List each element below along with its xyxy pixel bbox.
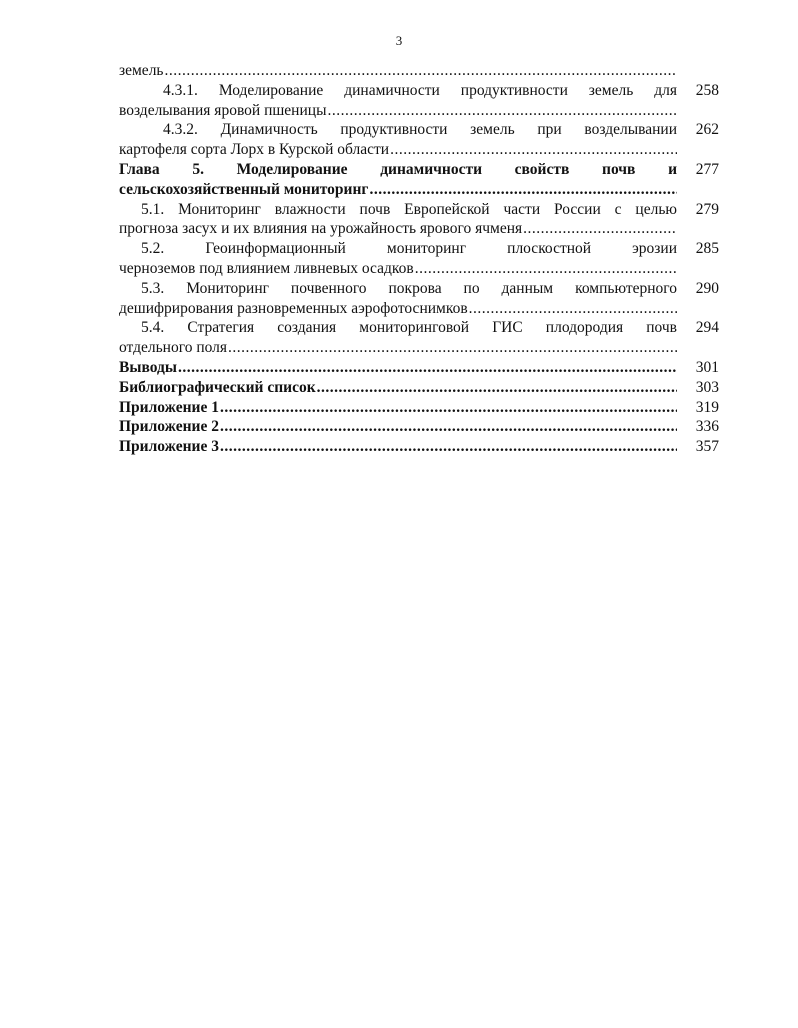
toc-entry (119, 81, 719, 121)
toc-entry-text (119, 160, 677, 200)
toc-entry-title: дешифрирования разновременных аэрофотоснимков (119, 299, 468, 317)
toc-page-number: 285 (695, 240, 719, 258)
toc-entry-text (119, 378, 677, 398)
toc-entry-title: 5.3. Мониторинг почвенного покрова по данным компьютерного (141, 279, 677, 297)
toc-entry-title: Глава 5. Моделирование динамичности свойств почв и (119, 160, 677, 178)
toc-entry-line (119, 61, 677, 81)
toc-entry-line (119, 318, 677, 338)
dot-leader (228, 338, 677, 358)
table-of-contents (119, 61, 719, 457)
toc-page-number: 262 (695, 121, 719, 139)
toc-entry-title: Приложение 2 (119, 418, 219, 436)
toc-entry-title: Выводы (119, 358, 177, 376)
toc-entry-line (119, 279, 677, 299)
dot-leader (178, 358, 677, 378)
toc-page-number: 258 (695, 81, 719, 99)
toc-entry-line (119, 101, 677, 121)
dot-leader (469, 299, 677, 319)
toc-entry (119, 160, 719, 200)
toc-entry-line (119, 378, 677, 398)
toc-page-number: 279 (695, 200, 719, 218)
dot-leader (369, 180, 677, 200)
toc-entry-line (119, 219, 677, 239)
page-number: 3 (395, 33, 403, 48)
toc-entry (119, 398, 719, 418)
toc-entry-title: 4.3.1. Моделирование динамичности продуктивности земель для (163, 81, 677, 99)
toc-entry (119, 200, 719, 240)
dot-leader (220, 437, 677, 457)
toc-entry-line (119, 81, 677, 101)
toc-entry-text (119, 358, 677, 378)
toc-entry-line (119, 200, 677, 220)
toc-entry-text (119, 437, 677, 457)
toc-entry-line (119, 338, 677, 358)
dot-leader (523, 219, 677, 239)
toc-entry (119, 378, 719, 398)
toc-entry-text (119, 200, 677, 240)
toc-entry-line (119, 437, 677, 457)
toc-entry-title: Приложение 3 (119, 438, 219, 456)
toc-entry (119, 279, 719, 319)
toc-entry-title: черноземов под влиянием ливневых осадков (119, 259, 414, 277)
toc-entry-text (119, 61, 677, 81)
toc-entry-line (119, 120, 677, 140)
toc-entry-title: отдельного поля (119, 339, 228, 357)
toc-entry-line (119, 259, 677, 279)
toc-entry-text (119, 120, 677, 160)
toc-entry-text (119, 398, 677, 418)
toc-entry (119, 437, 719, 457)
toc-entry-line (119, 239, 677, 259)
toc-entry (119, 358, 719, 378)
toc-entry-line (119, 140, 677, 160)
toc-entry-title: прогноза засух и их влияния на урожайность ярового ячменя (119, 220, 523, 238)
toc-entry-text (119, 318, 677, 358)
toc-entry-line (119, 417, 677, 437)
toc-entry-title: картофеля сорта Лорх в Курской области (119, 141, 390, 159)
toc-entry-line (119, 358, 677, 378)
toc-entry-text (119, 239, 677, 279)
toc-page-number: 277 (695, 160, 719, 178)
toc-page-number: 303 (695, 378, 719, 396)
toc-page-number: 294 (695, 319, 719, 337)
dot-leader (390, 140, 677, 160)
toc-entry (119, 318, 719, 358)
toc-page-number: 319 (695, 398, 719, 416)
toc-entry-title: земель (119, 62, 164, 79)
toc-entry-text (119, 81, 677, 121)
toc-page-number: 336 (695, 418, 719, 436)
dot-leader (220, 417, 677, 437)
toc-entry-line (119, 180, 677, 200)
toc-entry-title: Приложение 1 (119, 398, 219, 416)
toc-entry-title: Библиографический список (119, 378, 316, 396)
toc-entry-text (119, 417, 677, 437)
toc-entry-line (119, 299, 677, 319)
toc-entry (119, 120, 719, 160)
dot-leader (317, 378, 677, 398)
toc-entry-title: 4.3.2. Динамичность продуктивности земель при возделывании (163, 121, 677, 139)
toc-entry-title: 5.2. Геоинформационный мониторинг плоскостной эрозии (141, 240, 677, 258)
toc-entry-title: 5.4. Стратегия создания мониторинговой ГИС плодородия почв (141, 319, 677, 337)
toc-entry-text (119, 279, 677, 319)
toc-entry-title: возделывания яровой пшеницы (119, 101, 327, 119)
toc-page-number: 301 (695, 358, 719, 376)
toc-entry-line (119, 160, 677, 180)
toc-page-number: 357 (695, 438, 719, 456)
toc-entry (119, 239, 719, 279)
toc-entry (119, 417, 719, 437)
toc-entry-title: 5.1. Мониторинг влажности почв Европейской части России с целью (141, 200, 677, 218)
dot-leader (220, 398, 677, 418)
toc-entry (119, 61, 719, 81)
toc-page-number: 290 (695, 279, 719, 297)
dot-leader (165, 61, 678, 81)
toc-entry-title: сельскохозяйственный мониторинг (119, 180, 369, 198)
dot-leader (327, 101, 677, 121)
toc-entry-line (119, 398, 677, 418)
dot-leader (415, 259, 677, 279)
